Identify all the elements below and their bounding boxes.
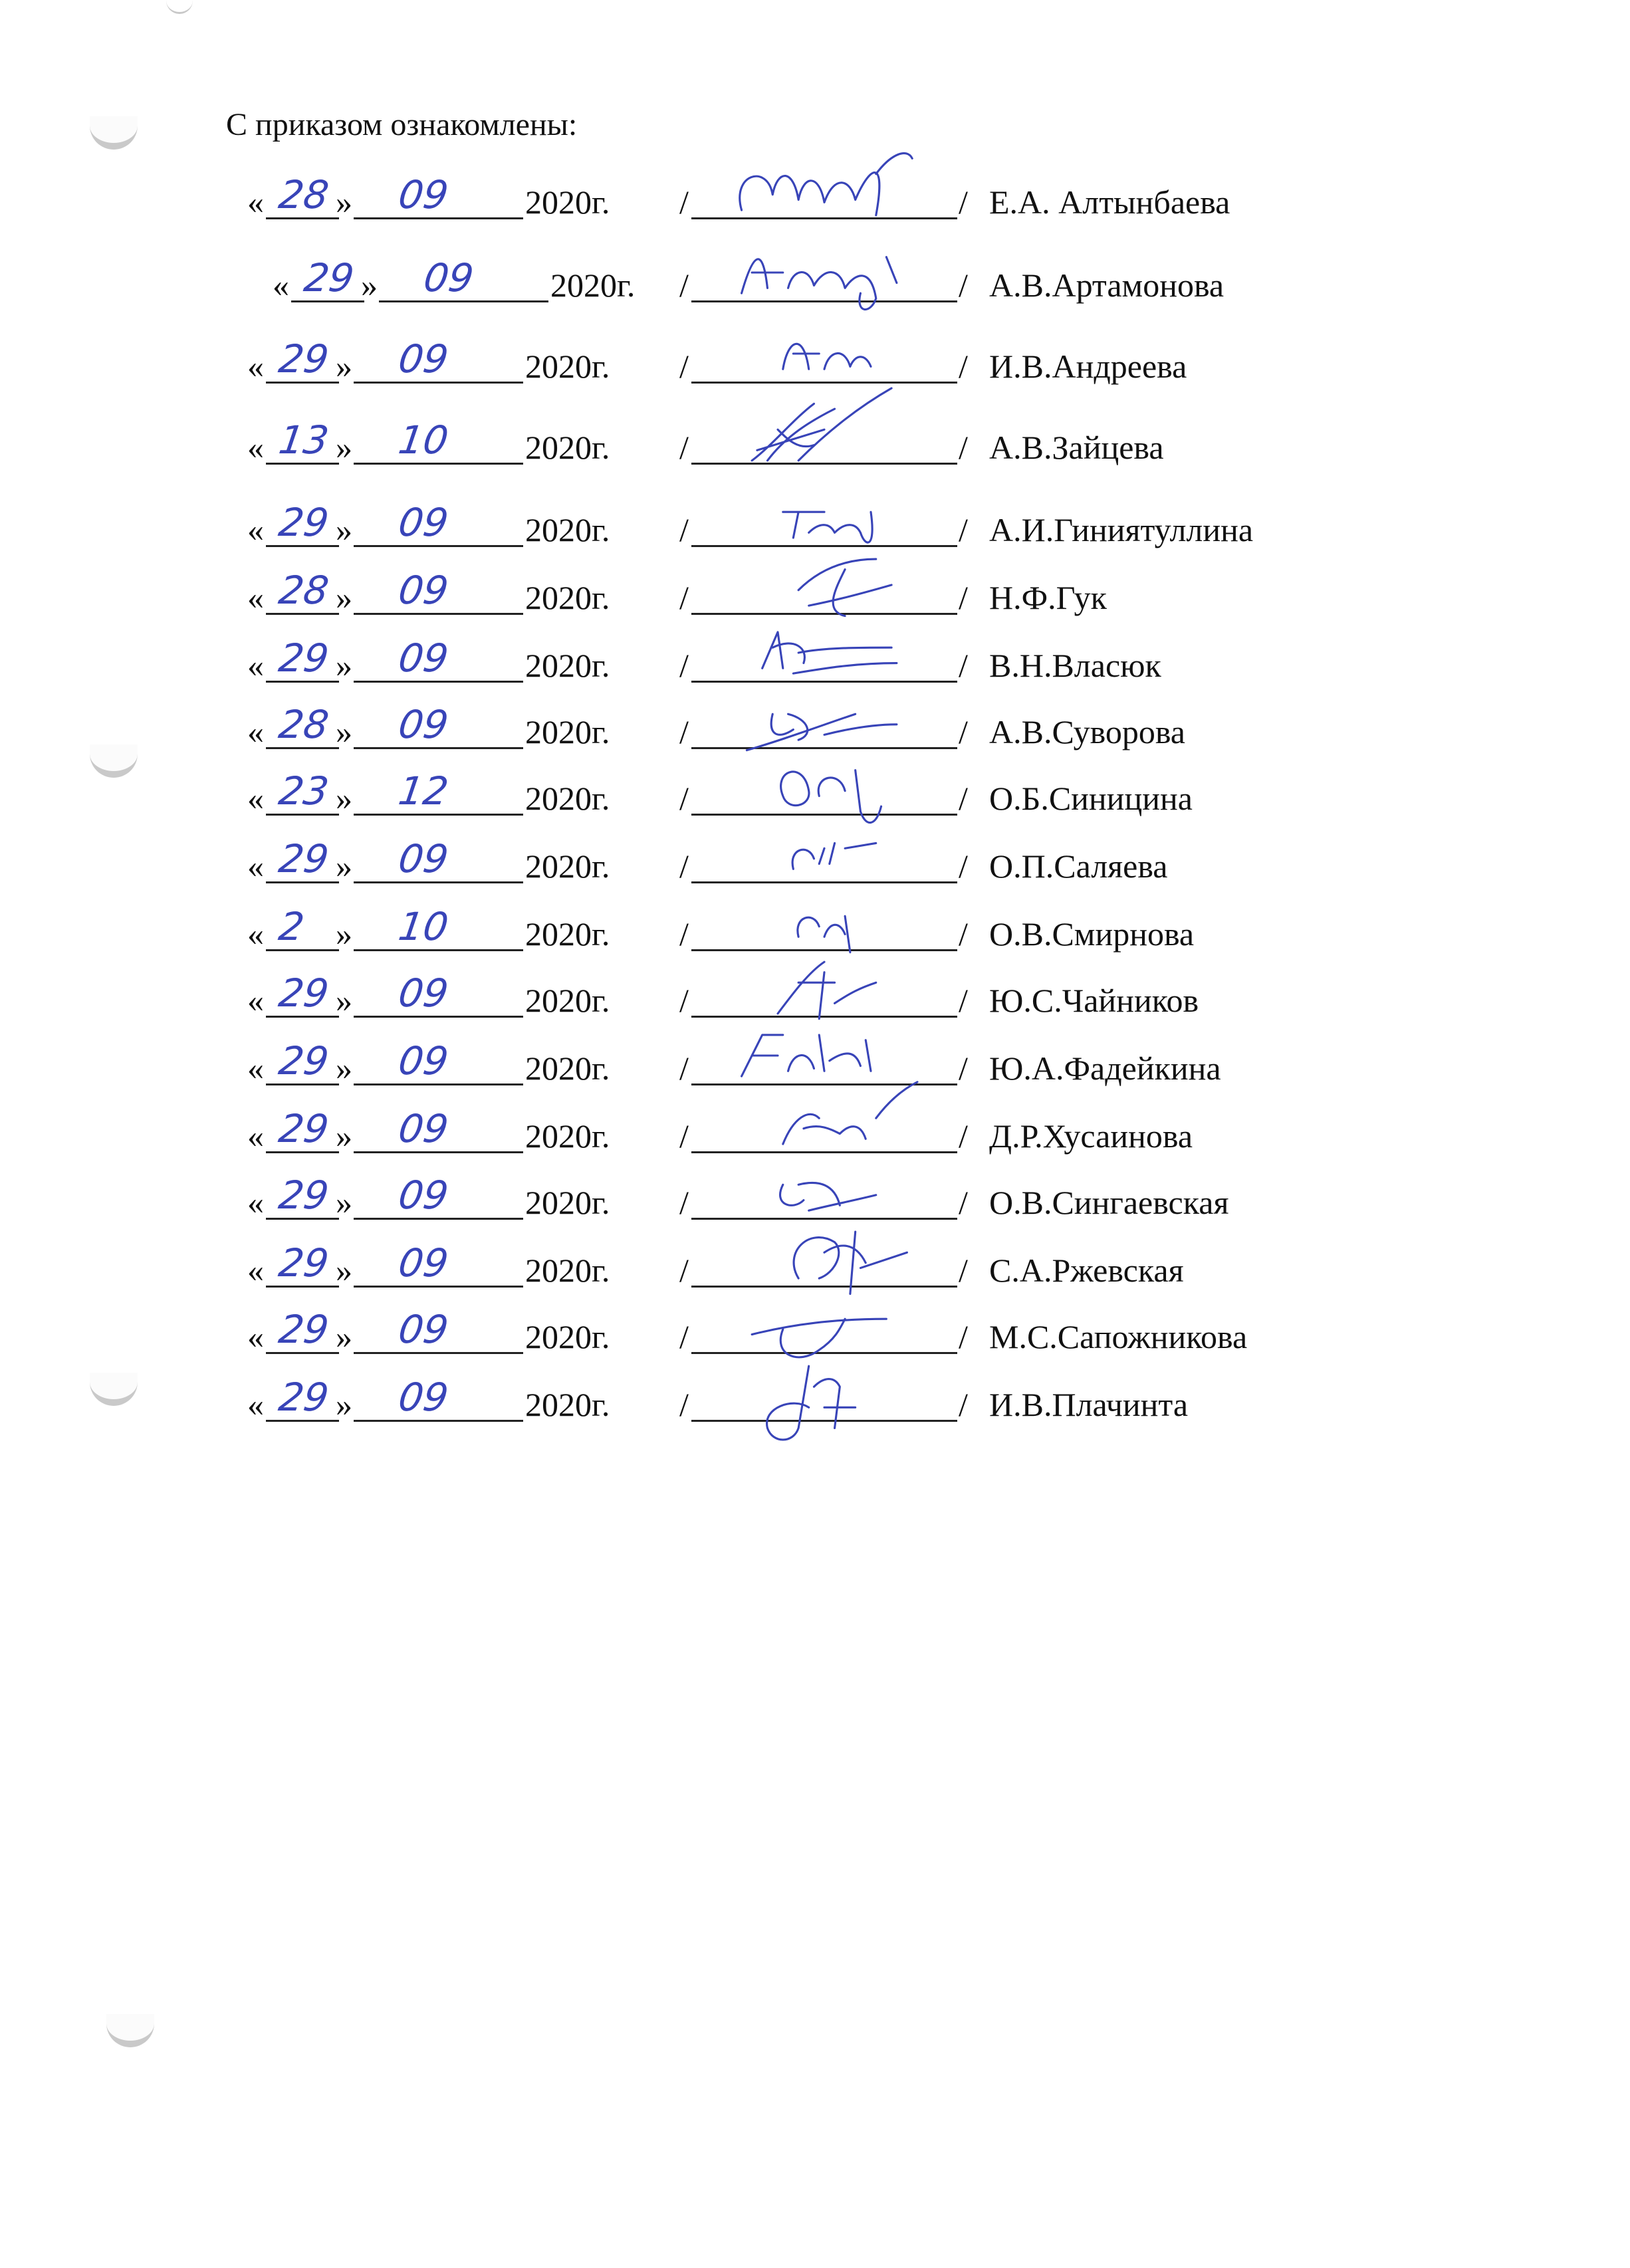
handwritten-month: 10 xyxy=(396,904,451,949)
open-quote: « xyxy=(247,1318,264,1355)
year-label: 2020г. xyxy=(525,780,610,817)
month-blank xyxy=(354,814,523,816)
binder-hole-1 xyxy=(90,116,138,150)
day-blank xyxy=(266,1420,339,1422)
signer-name: Ю.С.Чайников xyxy=(989,982,1199,1019)
handwritten-month: 12 xyxy=(396,768,451,814)
signer-name: И.В.Андреева xyxy=(989,348,1187,385)
day-blank xyxy=(266,949,339,951)
day-blank xyxy=(266,1083,339,1085)
slash-left: / xyxy=(679,982,689,1019)
handwritten-month: 09 xyxy=(396,1307,451,1352)
year-label: 2020г. xyxy=(525,1318,610,1355)
slash-left: / xyxy=(679,647,689,684)
close-quote: » xyxy=(336,982,352,1019)
slash-right: / xyxy=(959,848,968,885)
year-label: 2020г. xyxy=(525,982,610,1019)
handwritten-day: 13 xyxy=(276,417,332,463)
day-blank xyxy=(266,1218,339,1220)
slash-right: / xyxy=(959,713,968,750)
handwritten-day: 29 xyxy=(276,970,332,1016)
open-quote: « xyxy=(247,780,264,817)
year-label: 2020г. xyxy=(525,848,610,885)
signer-name: И.В.Плачинта xyxy=(989,1386,1189,1423)
handwritten-month: 09 xyxy=(396,836,451,881)
handwritten-day: 29 xyxy=(276,1307,332,1352)
day-blank xyxy=(266,1352,339,1354)
slash-left: / xyxy=(679,511,689,548)
handwritten-month: 09 xyxy=(396,635,451,681)
close-quote: » xyxy=(336,1318,352,1355)
open-quote: « xyxy=(247,647,264,684)
close-quote: » xyxy=(336,713,352,750)
day-blank xyxy=(291,300,364,302)
close-quote: » xyxy=(336,915,352,953)
month-blank xyxy=(354,747,523,749)
signature-row xyxy=(0,246,1630,312)
year-label: 2020г. xyxy=(525,511,610,548)
close-quote: » xyxy=(336,780,352,817)
signer-name: А.В.Зайцева xyxy=(989,429,1164,466)
open-quote: « xyxy=(247,1050,264,1087)
handwritten-day: 28 xyxy=(276,568,332,613)
slash-right: / xyxy=(959,1050,968,1087)
slash-right: / xyxy=(959,780,968,817)
signature-stroke xyxy=(767,1366,856,1440)
open-quote: « xyxy=(247,982,264,1019)
close-quote: » xyxy=(361,267,378,304)
signature-stroke xyxy=(780,1183,876,1210)
slash-right: / xyxy=(959,1252,968,1289)
month-blank xyxy=(354,1218,523,1220)
close-quote: » xyxy=(336,1117,352,1155)
handwritten-month: 10 xyxy=(396,417,451,463)
slash-right: / xyxy=(959,915,968,953)
open-quote: « xyxy=(247,579,264,616)
year-label: 2020г. xyxy=(525,1050,610,1087)
slash-left: / xyxy=(679,1117,689,1155)
open-quote: « xyxy=(247,1117,264,1155)
month-blank xyxy=(354,1352,523,1354)
year-label: 2020г. xyxy=(525,1184,610,1221)
close-quote: » xyxy=(336,848,352,885)
close-quote: » xyxy=(336,1184,352,1221)
day-blank xyxy=(266,747,339,749)
open-quote: « xyxy=(273,267,289,304)
handwritten-day: 29 xyxy=(276,1106,332,1151)
open-quote: « xyxy=(247,1386,264,1423)
year-label: 2020г. xyxy=(525,579,610,616)
open-quote: « xyxy=(247,915,264,953)
year-label: 2020г. xyxy=(525,647,610,684)
handwritten-day: 29 xyxy=(276,500,332,545)
month-blank xyxy=(354,1420,523,1422)
month-blank xyxy=(354,1016,523,1018)
slash-right: / xyxy=(959,348,968,385)
handwritten-day: 29 xyxy=(276,1375,332,1420)
close-quote: » xyxy=(336,429,352,466)
day-blank xyxy=(266,382,339,384)
signer-name: В.Н.Власюк xyxy=(989,647,1161,684)
handwritten-month: 09 xyxy=(396,500,451,545)
signer-name: А.В.Артамонова xyxy=(989,267,1224,304)
month-blank xyxy=(354,382,523,384)
day-blank xyxy=(266,217,339,219)
handwritten-day: 29 xyxy=(276,1038,332,1083)
handwritten-month: 09 xyxy=(396,702,451,747)
handwritten-month: 09 xyxy=(396,336,451,382)
handwritten-month: 09 xyxy=(396,1106,451,1151)
signature-stroke xyxy=(742,257,897,310)
handwritten-month: 09 xyxy=(396,568,451,613)
signature-stroke xyxy=(752,388,891,461)
close-quote: » xyxy=(336,647,352,684)
slash-left: / xyxy=(679,267,689,304)
month-blank xyxy=(354,1083,523,1085)
handwritten-month: 09 xyxy=(396,1173,451,1218)
slash-left: / xyxy=(679,429,689,466)
year-label: 2020г. xyxy=(525,348,610,385)
slash-right: / xyxy=(959,647,968,684)
handwritten-day: 29 xyxy=(276,836,332,881)
day-blank xyxy=(266,613,339,615)
month-blank xyxy=(354,463,523,465)
slash-left: / xyxy=(679,579,689,616)
month-blank xyxy=(354,613,523,615)
slash-right: / xyxy=(959,511,968,548)
signer-name: Е.А. Алтынбаева xyxy=(989,183,1230,221)
day-blank xyxy=(266,1286,339,1288)
year-label: 2020г. xyxy=(525,915,610,953)
handwritten-signature xyxy=(691,143,957,236)
slash-right: / xyxy=(959,267,968,304)
signer-name: Н.Ф.Гук xyxy=(989,579,1107,616)
signature-stroke xyxy=(783,344,871,369)
handwritten-signature xyxy=(691,388,957,481)
handwritten-signature xyxy=(691,226,957,319)
close-quote: » xyxy=(336,348,352,385)
slash-left: / xyxy=(679,1386,689,1423)
month-blank xyxy=(354,217,523,219)
year-label: 2020г. xyxy=(525,183,610,221)
handwritten-signature xyxy=(691,307,957,400)
signer-name: О.В.Смирнова xyxy=(989,915,1195,953)
signer-name: О.В.Сингаевская xyxy=(989,1184,1229,1221)
slash-right: / xyxy=(959,1184,968,1221)
close-quote: » xyxy=(336,511,352,548)
binder-hole-4 xyxy=(106,2014,154,2047)
year-label: 2020г. xyxy=(525,1117,610,1155)
year-label: 2020г. xyxy=(525,1252,610,1289)
slash-left: / xyxy=(679,1318,689,1355)
handwritten-month: 09 xyxy=(396,1375,451,1420)
signer-name: Д.Р.Хусаинова xyxy=(989,1117,1193,1155)
close-quote: » xyxy=(336,183,352,221)
month-blank xyxy=(379,300,548,302)
signature-row xyxy=(0,408,1630,475)
close-quote: » xyxy=(336,1050,352,1087)
slash-right: / xyxy=(959,1318,968,1355)
signer-name: А.В.Суворова xyxy=(989,713,1185,750)
slash-left: / xyxy=(679,915,689,953)
open-quote: « xyxy=(247,511,264,548)
handwritten-month: 09 xyxy=(396,172,451,217)
day-blank xyxy=(266,881,339,883)
open-quote: « xyxy=(247,848,264,885)
scan-corner-mark xyxy=(166,0,193,14)
handwritten-day: 23 xyxy=(276,768,332,814)
slash-left: / xyxy=(679,1050,689,1087)
slash-right: / xyxy=(959,183,968,221)
handwritten-day: 28 xyxy=(276,172,332,217)
month-blank xyxy=(354,1151,523,1153)
signature-stroke xyxy=(792,843,876,869)
slash-right: / xyxy=(959,1117,968,1155)
signature-stroke xyxy=(762,632,897,673)
slash-left: / xyxy=(679,1184,689,1221)
slash-left: / xyxy=(679,1252,689,1289)
open-quote: « xyxy=(247,348,264,385)
signer-name: О.П.Саляева xyxy=(989,848,1168,885)
open-quote: « xyxy=(247,1252,264,1289)
month-blank xyxy=(354,881,523,883)
day-blank xyxy=(266,1151,339,1153)
close-quote: » xyxy=(336,579,352,616)
handwritten-day: 2 xyxy=(276,904,307,949)
open-quote: « xyxy=(247,183,264,221)
day-blank xyxy=(266,545,339,547)
month-blank xyxy=(354,949,523,951)
day-blank xyxy=(266,814,339,816)
year-label: 2020г. xyxy=(550,267,636,304)
year-label: 2020г. xyxy=(525,713,610,750)
handwritten-month: 09 xyxy=(396,970,451,1016)
signer-name: А.И.Гиниятуллина xyxy=(989,511,1254,548)
signature-stroke xyxy=(742,1035,871,1076)
slash-right: / xyxy=(959,429,968,466)
handwritten-signature xyxy=(691,1345,957,1438)
handwritten-day: 29 xyxy=(301,255,357,300)
handwritten-day: 28 xyxy=(276,702,332,747)
slash-left: / xyxy=(679,848,689,885)
handwritten-day: 29 xyxy=(276,1173,332,1218)
signature-stroke xyxy=(783,1082,917,1144)
day-blank xyxy=(266,681,339,683)
signature-row xyxy=(0,327,1630,394)
signer-name: М.С.Сапожникова xyxy=(989,1318,1248,1355)
handwritten-day: 29 xyxy=(276,1240,332,1286)
handwritten-month: 09 xyxy=(396,1038,451,1083)
day-blank xyxy=(266,463,339,465)
slash-left: / xyxy=(679,780,689,817)
slash-left: / xyxy=(679,713,689,750)
open-quote: « xyxy=(247,713,264,750)
month-blank xyxy=(354,681,523,683)
slash-right: / xyxy=(959,982,968,1019)
signer-name: О.Б.Синицина xyxy=(989,780,1193,817)
handwritten-month: 09 xyxy=(421,255,477,300)
close-quote: » xyxy=(336,1252,352,1289)
signature-stroke xyxy=(740,154,912,215)
slash-left: / xyxy=(679,183,689,221)
slash-left: / xyxy=(679,348,689,385)
handwritten-day: 29 xyxy=(276,336,332,382)
handwritten-month: 09 xyxy=(396,1240,451,1286)
close-quote: » xyxy=(336,1386,352,1423)
signature-row xyxy=(0,1365,1630,1432)
acknowledgement-header: С приказом ознакомлены: xyxy=(226,107,578,142)
signature-row xyxy=(0,163,1630,229)
day-blank xyxy=(266,1016,339,1018)
slash-right: / xyxy=(959,1386,968,1423)
slash-right: / xyxy=(959,579,968,616)
handwritten-day: 29 xyxy=(276,635,332,681)
signer-name: Ю.А.Фадейкина xyxy=(989,1050,1221,1087)
month-blank xyxy=(354,545,523,547)
month-blank xyxy=(354,1286,523,1288)
open-quote: « xyxy=(247,1184,264,1221)
open-quote: « xyxy=(247,429,264,466)
year-label: 2020г. xyxy=(525,429,610,466)
signer-name: С.А.Ржевская xyxy=(989,1252,1184,1289)
year-label: 2020г. xyxy=(525,1386,610,1423)
